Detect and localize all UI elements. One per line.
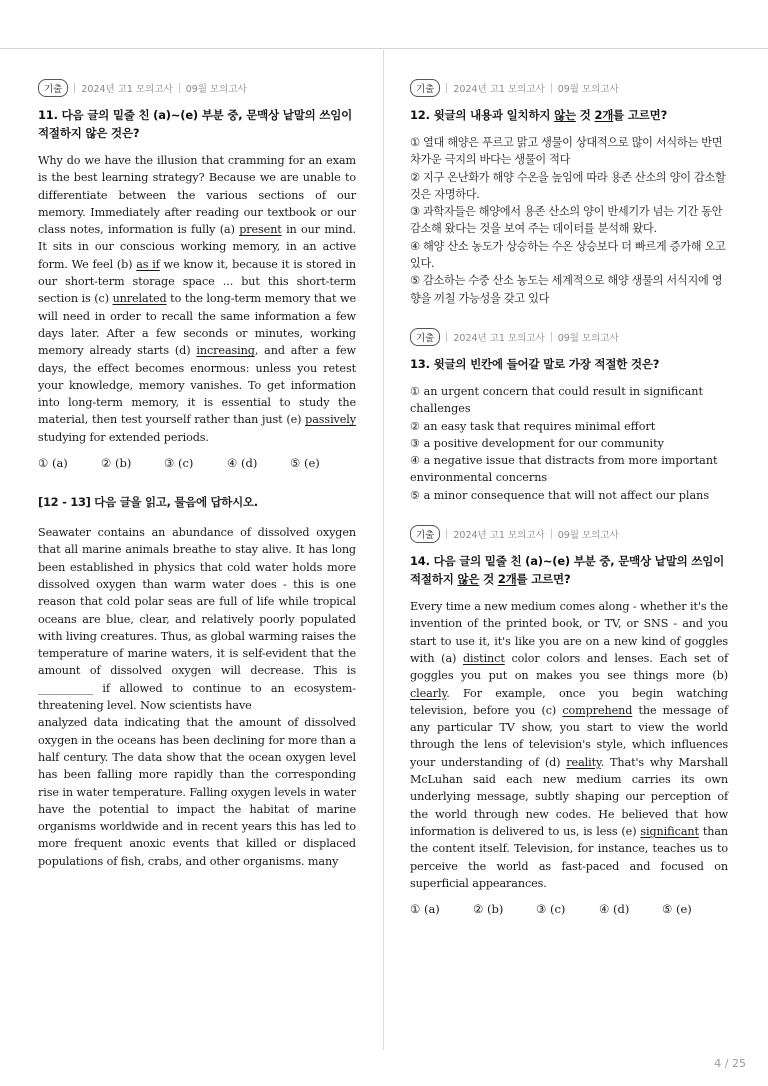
choice-4[interactable]: ④ (d) <box>227 456 258 471</box>
source-line <box>410 327 728 347</box>
set-12-13-passage-2: analyzed data indicating that the amount of dissolved oxygen in the oceans has been declining for more than a half century. The data show that the ocean oxygen level has been falling more rapidly than the corresponding rise in water temperature. Falling oxygen levels in water have the potential to impact the habitat of marine organisms worldwide and in recent years this has led to more frequent anoxic events that killed or displaced populations of fish, crabs, and other organisms. many <box>38 716 356 868</box>
question-11-passage: Why do we have the illusion that cramming for an exam is the best learning strategy? Because we are unable to differentiate between the various sections of our memory. Immediately after reading our textbook or our class notes, information is fully (a) present in our mind. It sits in our conscious working memory, in an active form. We feel (b) as if we know it, because it is stored in our short-term storage space ... but this short-term section is (c) unrelated to the long-term memory that we will need in order to recall the same information a few days later. After a few seconds or minutes, working memory already starts (d) increasing, and after a few days, the effect becomes enormous: unless you retest your knowledge, memory vanishes. To get information into long-term memory, it is essential to study the material, then test yourself rather than just (e) passively studying for extended periods. <box>38 154 357 444</box>
source-tag: 기출 <box>410 79 440 97</box>
source-line <box>410 524 728 544</box>
underline-e: significant <box>640 824 699 838</box>
source-month: 09월 모의고사 <box>557 530 619 542</box>
question-14-title: 14. 다음 글의 밑줄 친 (a)~(e) 부분 중, 문맥상 낱말의 쓰임이 적절하지 않은 것 2개를 고르면? <box>410 554 725 587</box>
question-11-title: 11. 다음 글의 밑줄 친 (a)~(e) 부분 중, 문맥상 낱말의 쓰임이 적절하지 않은 것은? <box>38 108 353 140</box>
underline-a: distinct <box>463 651 505 665</box>
source-year: 2024년 고1 모의고사 <box>453 84 545 95</box>
page-number: 4 / 25 <box>714 1057 746 1070</box>
underline-b: as if <box>136 257 160 271</box>
option-3[interactable]: ③ a positive development for our community <box>410 436 664 450</box>
column-divider <box>383 50 384 1050</box>
question-13-options <box>410 383 728 504</box>
choice-1[interactable]: ① (a) <box>410 902 440 917</box>
option-1[interactable]: ① an urgent concern that could result in significant challenges <box>410 384 703 416</box>
choice-4[interactable]: ④ (d) <box>599 902 630 917</box>
source-tag: 기출 <box>410 328 440 346</box>
question-12-title: 12. 윗글의 내용과 일치하지 않는 것 2개를 고르면? <box>410 108 668 122</box>
choice-3[interactable]: ③ (c) <box>536 902 566 917</box>
underline-a: present <box>239 223 282 237</box>
choice-3[interactable]: ③ (c) <box>164 456 194 471</box>
option-2[interactable]: ② an easy task that requires minimal effort <box>410 419 656 433</box>
source-tag: 기출 <box>38 79 68 97</box>
question-14-choices <box>410 902 728 916</box>
source-tag: 기출 <box>410 525 440 543</box>
source-line <box>410 78 728 98</box>
underline-e: passively <box>305 413 356 427</box>
choice-5[interactable]: ⑤ (e) <box>662 902 692 917</box>
option-4[interactable]: ④ a negative issue that distracts from more important environmental concerns <box>410 454 718 485</box>
right-column <box>410 78 728 916</box>
left-column <box>38 78 356 870</box>
source-month: 09월 모의고사 <box>557 84 619 95</box>
option-5[interactable]: ⑤ a minor consequence that will not affect our plans <box>410 488 710 502</box>
question-12-options <box>410 134 728 307</box>
underline-c: comprehend <box>562 703 633 717</box>
choice-5[interactable]: ⑤ (e) <box>290 456 320 471</box>
choice-1[interactable]: ① (a) <box>38 456 68 471</box>
option-1[interactable]: ① 열대 해양은 푸르고 맑고 생물이 상대적으로 많이 서식하는 반면 차가운 극지의 바다는 생물이 적다 <box>410 136 723 167</box>
source-year: 2024년 고1 모의고사 <box>453 332 545 344</box>
underline-d: increasing <box>196 344 255 358</box>
underline-c: unrelated <box>112 292 167 306</box>
question-14-passage: Every time a new medium comes along - whether it's the invention of the printed book, or TV, or SNS - and you start to use it, it's like you are on a new kind of goggles with (a) distinct color colors and lenses. Each set of goggles you put on makes you see things more (b) clearly. For example, once you begin watching television, before you (c) comprehend the message of any particular TV show, you start to view the world through the lens of television's style, which influences your understanding of (d) reality. That's why Marshall McLuhan said each new medium carries its own underlying message, subtly shaping our perception of the world through new codes. He believed that how information is delivered to us, is less (e) significant than the content itself. Television, for instance, teaches us to perceive the world as fast-paced and focused on superficial appearances. <box>410 600 729 890</box>
set-12-13-passage-1: Seawater contains an abundance of dissolved oxygen that all marine animals breathe to stay alive. It has long been established in physics that cold water holds more dissolved oxygen than warm water does - this is one reason that cold polar seas are full of life while tropical oceans are blue, clear, and relatively poorly populated with living creatures. Thus, as global warming raises the temperature of marine waters, it is self-evident that the amount of dissolved oxygen will decrease. This is __________ if allowed to continue to an ecosystem-threatening level. Now scientists have <box>38 526 356 713</box>
question-13-title: 13. 윗글의 빈칸에 들어갈 말로 가장 적절한 것은? <box>410 356 660 371</box>
option-3[interactable]: ③ 과학자들은 해양에서 용존 산소의 양이 반세기가 넘는 기간 동안 감소해 왔다는 것을 보여 주는 데이터를 분석해 왔다. <box>410 205 723 236</box>
question-11-choices <box>38 456 356 470</box>
option-2[interactable]: ② 지구 온난화가 해양 수온을 높임에 따라 용존 산소의 양이 감소할 것은 자명하다. <box>410 170 726 201</box>
set-12-13-heading: [12 - 13] 다음 글을 읽고, 물음에 답하시오. <box>38 495 258 510</box>
choice-2[interactable]: ② (b) <box>473 902 504 917</box>
underline-b: clearly <box>410 686 447 700</box>
source-line <box>38 78 356 98</box>
source-year: 2024년 고1 모의고사 <box>81 84 173 95</box>
option-4[interactable]: ④ 해양 산소 농도가 상승하는 수온 상승보다 더 빠르게 증가해 오고 있다. <box>410 239 726 271</box>
option-5[interactable]: ⑤ 감소하는 수중 산소 농도는 세계적으로 해양 생물의 서식지에 영향을 끼칠 가능성을 갖고 있다 <box>410 274 723 305</box>
choice-2[interactable]: ② (b) <box>101 456 132 471</box>
source-year: 2024년 고1 모의고사 <box>453 530 545 542</box>
source-month: 09월 모의고사 <box>185 84 247 95</box>
underline-d: reality <box>566 755 601 769</box>
header-divider <box>0 48 768 49</box>
source-month: 09월 모의고사 <box>557 332 619 344</box>
